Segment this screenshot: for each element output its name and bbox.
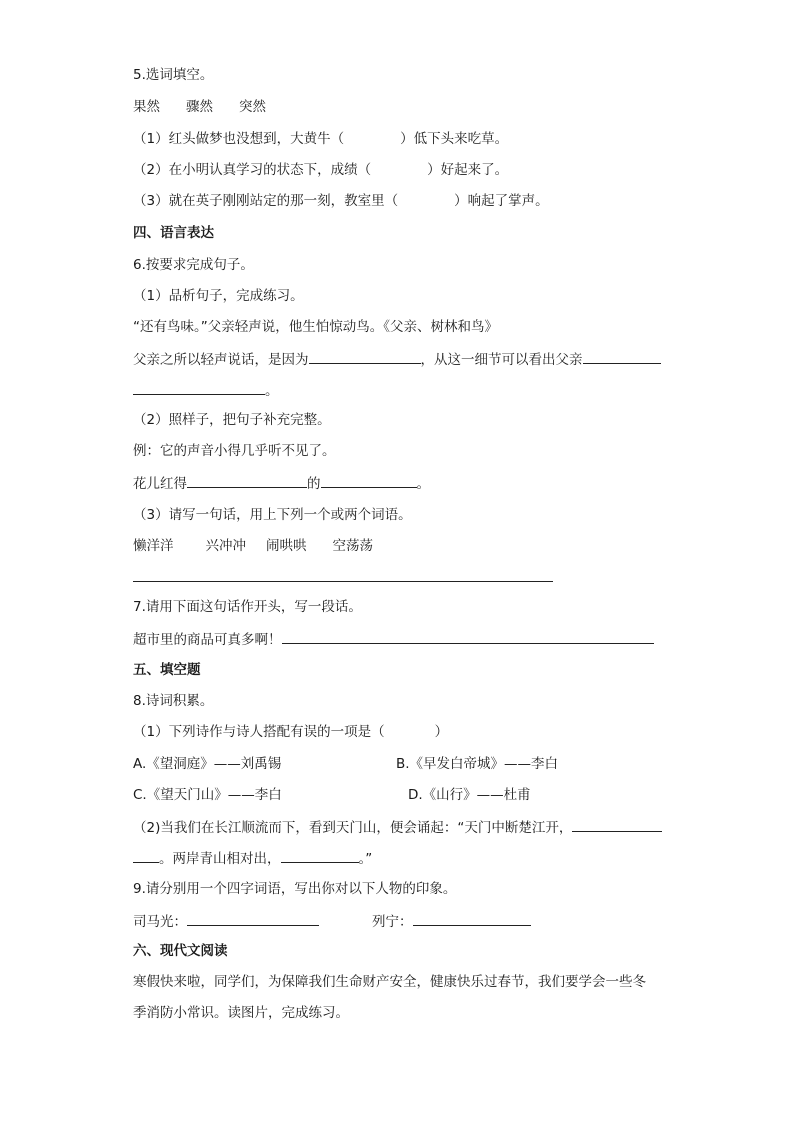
q5-item-1-text-end: ）低下头来吃草。 <box>400 131 509 147</box>
question-5-title: 5.选词填空。 <box>133 67 214 83</box>
q8-sub-2-line-2 <box>133 848 372 868</box>
word-option: 空荡荡 <box>332 538 373 554</box>
q9-person-1-label: 司马光： <box>133 914 187 930</box>
q6-sub-3: （3）请写一句话，用上下列一个或两个词语。 <box>133 507 412 523</box>
q8-sub-1-text: （1）下列诗作与诗人搭配有误的一项是（ <box>133 724 385 740</box>
option-a[interactable]: A.《望洞庭》——刘禹锡 <box>133 756 282 772</box>
answer-blank[interactable] <box>309 349 421 364</box>
q5-item-3-text: （3）就在英子刚刚站定的那一刻，教室里（ <box>133 193 399 209</box>
option-d[interactable]: D.《山行》——杜甫 <box>408 787 531 803</box>
answer-blank[interactable] <box>583 349 661 364</box>
word-option: 突然 <box>239 99 266 115</box>
q6-fill-end: 。 <box>265 383 279 399</box>
answer-blank[interactable] <box>133 848 159 863</box>
answer-blank[interactable] <box>133 380 265 395</box>
q8-sub-1 <box>133 723 448 741</box>
q5-item-3-text-end: ）响起了掌声。 <box>454 193 549 209</box>
q5-item-2-text: （2）在小明认真学习的状态下，成绩（ <box>133 162 372 178</box>
q8-sub-2-text-b: 。两岸青山相对出， <box>159 851 281 867</box>
question-6-title: 6.按要求完成句子。 <box>133 257 254 273</box>
word-option: 闹哄哄 <box>266 538 307 554</box>
word-option: 兴冲冲 <box>205 538 246 554</box>
q6-fill-line-1 <box>133 349 661 369</box>
question-7-title: 7.请用下面这句话作开头，写一段话。 <box>133 599 362 615</box>
answer-blank[interactable] <box>321 473 417 488</box>
section-heading-6: 六、现代文阅读 <box>133 943 228 959</box>
q5-item-1 <box>133 130 508 148</box>
answer-blank[interactable] <box>281 848 359 863</box>
option-b[interactable]: B.《早发白帝城》——李白 <box>396 756 559 772</box>
word-option: 果然 <box>133 99 160 115</box>
answer-blank[interactable] <box>187 911 319 926</box>
q6-fill-text-b: ，从这一细节可以看出父亲 <box>420 352 583 368</box>
q6-fill-text-d: 的 <box>307 476 321 492</box>
q6-example: 例：它的声音小得几乎听不见了。 <box>133 443 336 459</box>
q6-fill-line-3 <box>133 473 430 493</box>
q6-sub-2: （2）照样子，把句子补充完整。 <box>133 412 331 428</box>
q9-person-2-label: 列宁： <box>372 914 413 930</box>
q5-item-3 <box>133 192 549 210</box>
q6-fill-end-2: 。 <box>416 476 430 492</box>
word-options-q6 <box>133 537 373 555</box>
answer-line[interactable] <box>133 581 553 582</box>
passage-line-1: 寒假快来啦，同学们，为保障我们生命财产安全，健康快乐过春节，我们要学会一些冬 <box>133 974 646 990</box>
question-9-title: 9.请分别用一个四字词语，写出你对以下人物的印象。 <box>133 881 457 897</box>
q8-sub-1-end: ） <box>434 724 449 740</box>
q9-person-2 <box>372 911 531 931</box>
q6-sub-1: （1）品析句子，完成练习。 <box>133 288 304 304</box>
q6-fill-line-2 <box>133 380 279 400</box>
q8-sub-2-end: 。” <box>358 851 373 867</box>
q5-item-2-text-end: ）好起来了。 <box>427 162 509 178</box>
q5-item-2 <box>133 161 508 179</box>
answer-blank[interactable] <box>572 817 662 832</box>
q7-start-text: 超市里的商品可真多啊！ <box>133 632 282 648</box>
question-8-title: 8.诗词积累。 <box>133 693 214 709</box>
section-heading-5: 五、填空题 <box>133 662 201 678</box>
q6-fill-text-c: 花儿红得 <box>133 476 187 492</box>
word-option: 骤然 <box>186 99 213 115</box>
passage-line-2: 季消防小常识。读图片，完成练习。 <box>133 1005 349 1021</box>
q8-sub-2-line-1 <box>133 817 662 837</box>
word-option: 懒洋洋 <box>133 538 174 554</box>
answer-blank[interactable] <box>282 629 654 644</box>
q6-fill-text-a: 父亲之所以轻声说话，是因为 <box>133 352 309 368</box>
answer-blank[interactable] <box>187 473 307 488</box>
answer-blank[interactable] <box>413 911 531 926</box>
q6-quote: “还有鸟味。”父亲轻声说，他生怕惊动鸟。《父亲、树林和鸟》 <box>133 319 498 335</box>
q7-start-line <box>133 629 654 649</box>
option-c[interactable]: C.《望天门山》——李白 <box>133 787 282 803</box>
q5-item-1-text: （1）红头做梦也没想到，大黄牛（ <box>133 131 345 147</box>
section-heading-4: 四、语言表达 <box>133 225 214 241</box>
q8-sub-2-text-a: （2)当我们在长江顺流而下，看到天门山，便会诵起：“天门中断楚江开， <box>133 820 573 836</box>
word-options-q5 <box>133 98 266 116</box>
q9-person-1 <box>133 911 319 931</box>
